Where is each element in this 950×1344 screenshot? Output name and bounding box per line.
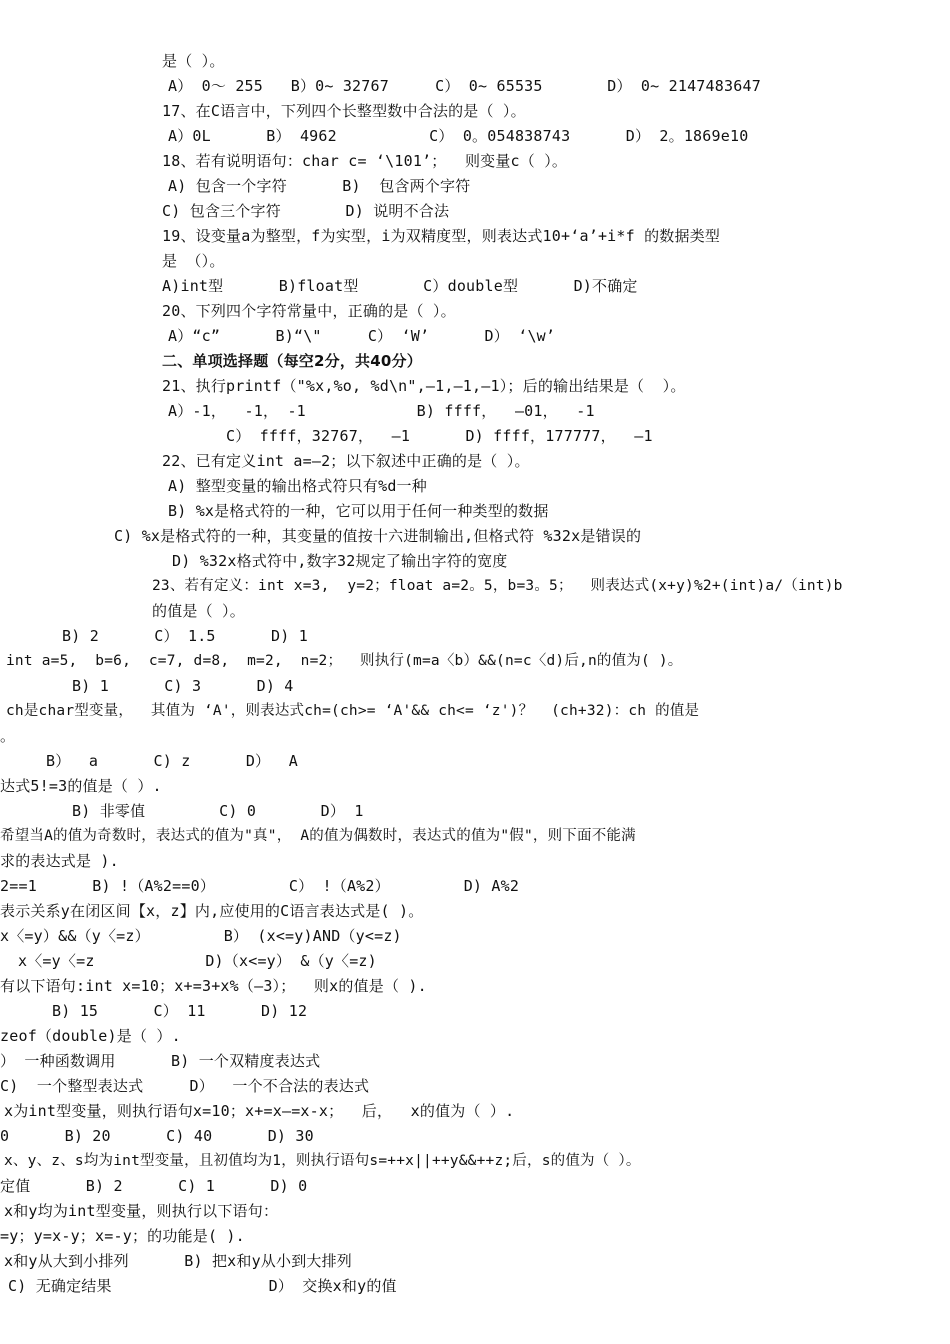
- text-line: C) 无确定结果 D） 交换x和y的值: [8, 1277, 397, 1295]
- text-line: 18、若有说明语句：char c= ‘\101’； 则变量c（ ）。: [162, 152, 568, 170]
- text-line: A） 0～ 255 B）0~ 32767 C） 0~ 65535 D） 0~ 2147483647: [168, 77, 761, 95]
- text-line: ch是char型变量， 其值为 ‘A'，则表达式ch=(ch>= ‘A'&& ch<= ‘z')？ (ch+32)：ch 的值是: [6, 703, 700, 719]
- text-line: A）0L B） 4962 C） 0。054838743 D） 2。1869e10: [168, 127, 749, 145]
- text-line: 0 B) 20 C) 40 D) 30: [0, 1127, 314, 1145]
- text-line: 求的表达式是 ).: [0, 852, 119, 870]
- text-line: 希望当A的值为奇数时，表达式的值为"真"， A的值为偶数时，表达式的值为"假"，则下面不能满: [0, 828, 636, 844]
- text-line: A）-1， -1， -1 B) ffff， —01， -1: [168, 402, 595, 420]
- text-line: A)int型 B)float型 C）double型 D)不确定: [162, 277, 638, 295]
- text-line: 23、若有定义：int x=3, y=2；float a=2。5，b=3。5； 则表达式(x+y)%2+(int)a/（int)b: [152, 578, 843, 594]
- text-line: A) 包含一个字符 B) 包含两个字符: [168, 177, 471, 195]
- text-line: C) 包含三个字符 D) 说明不合法: [162, 202, 450, 220]
- text-line: 定值 B) 2 C) 1 D) 0: [0, 1177, 308, 1195]
- text-line: =y；y=x-y；x=-y；的功能是( ).: [0, 1227, 245, 1245]
- text-line: 是（ ）。: [162, 52, 225, 70]
- text-line: 的值是（ ）。: [152, 602, 245, 620]
- text-line: x和y从大到小排列 B) 把x和y从小到大排列: [4, 1252, 353, 1270]
- text-line: x〈=y）&&（y〈=z） B） (x<=y)AND（y<=z): [0, 927, 402, 945]
- text-line: B) 1 C) 3 D) 4: [72, 677, 294, 695]
- text-line: 。: [0, 727, 16, 745]
- text-line: ） 一种函数调用 B) 一个双精度表达式: [0, 1052, 321, 1070]
- text-line: D) %32x格式符中,数字32规定了输出字符的宽度: [172, 552, 508, 570]
- text-line: x和y均为int型变量，则执行以下语句：: [4, 1202, 279, 1220]
- text-line: 17、在C语言中，下列四个长整型数中合法的是（ ）。: [162, 102, 526, 120]
- text-line: 2==1 B) !（A%2==0） C） !（A%2） D) A%2: [0, 877, 520, 895]
- text-line: 达式5!=3的值是（ ）.: [0, 777, 162, 795]
- text-line: int a=5, b=6, c=7, d=8, m=2, n=2； 则执行(m=a〈b）&&(n=c〈d)后,n的值为( )。: [6, 653, 683, 669]
- section-heading: 二、单项选择题（每空2分，共40分）: [162, 352, 422, 370]
- text-line: B) %x是格式符的一种，它可以用于任何一种类型的数据: [168, 502, 549, 520]
- text-line: 是 （）。: [162, 252, 225, 270]
- text-line: B） a C) z D） A: [46, 752, 298, 770]
- text-line: 22、已有定义int a=—2；以下叙述中正确的是（ ）。: [162, 452, 530, 470]
- text-line: x、y、z、s均为int型变量，且初值均为1，则执行语句s=++x||++y&&++z;后，s的值为（ ）。: [4, 1153, 641, 1169]
- text-line: zeof（double)是（ ）.: [0, 1027, 181, 1045]
- text-line: 21、执行printf（"%x,%o, %d\n",—1,—1,—1）；后的输出结果是（ ）。: [162, 377, 686, 395]
- text-line: A) 整型变量的输出格式符只有%d一种: [168, 477, 427, 495]
- text-line: A）“c” B)“\" C） ‘W’ D） ‘\w’: [168, 327, 556, 345]
- text-line: x为int型变量，则执行语句x=10；x+=x—=x-x； 后， x的值为（ ）.: [4, 1102, 515, 1120]
- text-line: B) 15 C） 11 D) 12: [52, 1002, 308, 1020]
- text-line: x〈=y〈=z D)（x<=y） &（y〈=z): [18, 952, 377, 970]
- text-line: B) 非零值 C) 0 D） 1: [72, 802, 364, 820]
- text-line: C） ffff，32767， —1 D) ffff，177777， —1: [226, 427, 653, 445]
- text-line: 有以下语句:int x=10；x+=3+x%（—3）； 则x的值是（ ).: [0, 977, 427, 995]
- text-line: C) %x是格式符的一种，其变量的值按十六进制输出,但格式符 %32x是错误的: [114, 527, 642, 545]
- text-line: 表示关系y在闭区间【x，z】内,应使用的C语言表达式是( )。: [0, 902, 424, 920]
- text-line: C) 一个整型表达式 D） 一个不合法的表达式: [0, 1077, 370, 1095]
- text-line: 20、下列四个字符常量中，正确的是（ ）。: [162, 302, 456, 320]
- text-line: 19、设变量a为整型，f为实型，i为双精度型，则表达式10+‘a’+i*f 的数据类型: [162, 227, 721, 245]
- text-line: B) 2 C） 1.5 D) 1: [62, 627, 308, 645]
